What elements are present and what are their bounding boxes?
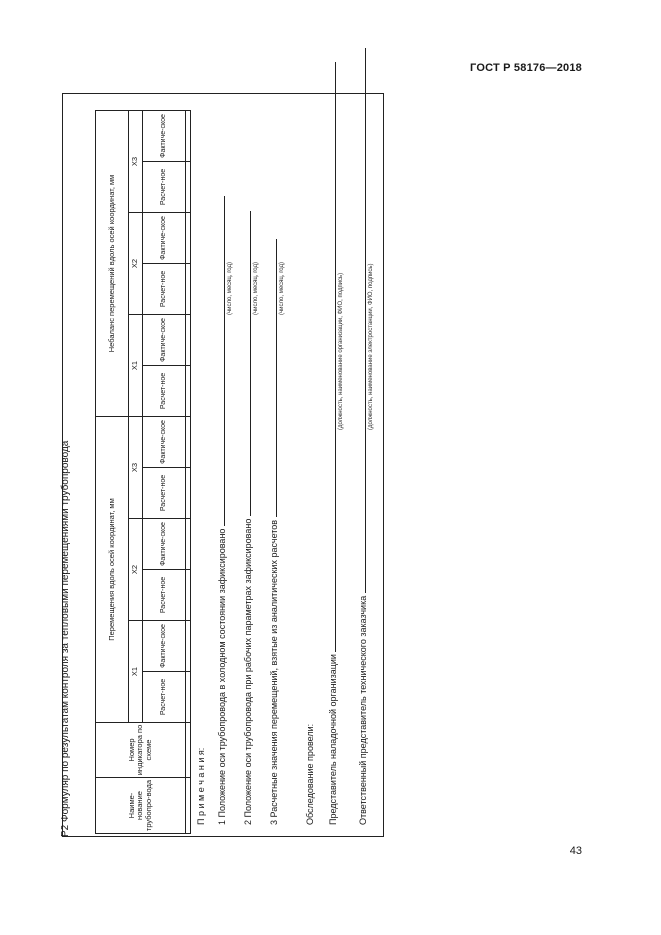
subheader-actual: Фактиче-ское	[143, 110, 186, 161]
header-displacements: Перемещения вдоль осей координат, мм	[96, 417, 129, 723]
subheader-actual: Фактиче-ское	[143, 621, 186, 672]
note-2-date-caption: (число, месяц, год)	[253, 262, 259, 315]
note-3	[267, 239, 279, 825]
header-imbalance: Небаланс перемещений вдоль осей координат, мм	[96, 110, 129, 416]
axis-x2: X2	[129, 519, 143, 621]
representative-2	[356, 48, 368, 825]
note-1-date-caption: (число, месяц, год)	[227, 262, 233, 315]
subheader-calculated: Расчет-ное	[143, 162, 186, 213]
table-row	[186, 110, 191, 833]
note-1	[215, 196, 227, 825]
representative-1-label: Представитель наладочной организации	[328, 654, 338, 825]
rotated-form	[60, 47, 390, 837]
note-1-fill-line	[215, 196, 225, 526]
form-title: Р2 Формуляр по результатам контроля за тепловыми перемещениями трубопровода	[60, 440, 71, 837]
subheader-actual: Фактиче-ское	[143, 519, 186, 570]
displacement-table	[95, 110, 191, 834]
survey-label: Обследование провели:	[305, 723, 315, 825]
header-pipeline-name: Наиме-нование трубопро-вода	[96, 778, 186, 834]
subheader-calculated: Расчет-ное	[143, 672, 186, 723]
representative-2-signature-line	[356, 48, 366, 593]
representative-2-caption: (должность, наименование электростанции, ФИО, подпись)	[368, 263, 374, 430]
document-code: ГОСТ Р 58176—2018	[470, 62, 582, 74]
axis-x1: X1	[129, 315, 143, 417]
subheader-actual: Фактиче-ское	[143, 417, 186, 468]
axis-x1: X1	[129, 621, 143, 723]
note-3-date-caption: (число, месяц, год)	[279, 262, 285, 315]
axis-x3: X3	[129, 110, 143, 212]
representative-2-label: Ответственный представитель технического заказчика	[358, 595, 368, 825]
subheader-calculated: Расчет-ное	[143, 366, 186, 417]
subheader-actual: Фактиче-ское	[143, 315, 186, 366]
representative-1-signature-line	[326, 62, 336, 652]
notes-heading: П р и м е ч а н и я:	[196, 747, 206, 825]
subheader-calculated: Расчет-ное	[143, 264, 186, 315]
note-3-text: 3 Расчетные значения перемещений, взятые из аналитических расчетов	[269, 519, 279, 825]
subheader-calculated: Расчет-ное	[143, 468, 186, 519]
header-indicator-number: Номер индикатора по схеме	[96, 723, 186, 778]
axis-x3: X3	[129, 417, 143, 519]
subheader-actual: Фактиче-ское	[143, 213, 186, 264]
subheader-calculated: Расчет-ное	[143, 570, 186, 621]
note-3-fill-line	[267, 239, 277, 517]
note-1-text: 1 Положение оси трубопровода в холодном состоянии зафиксировано	[217, 528, 227, 825]
page-number: 43	[569, 845, 582, 857]
note-2-text: 2 Положение оси трубопровода при рабочих параметрах зафиксировано	[243, 518, 253, 825]
representative-1-caption: (должность, наименование организации, ФИО, подпись)	[338, 272, 344, 430]
note-2	[241, 211, 253, 825]
axis-x2: X2	[129, 213, 143, 315]
note-2-fill-line	[241, 211, 251, 516]
representative-1	[326, 62, 338, 825]
